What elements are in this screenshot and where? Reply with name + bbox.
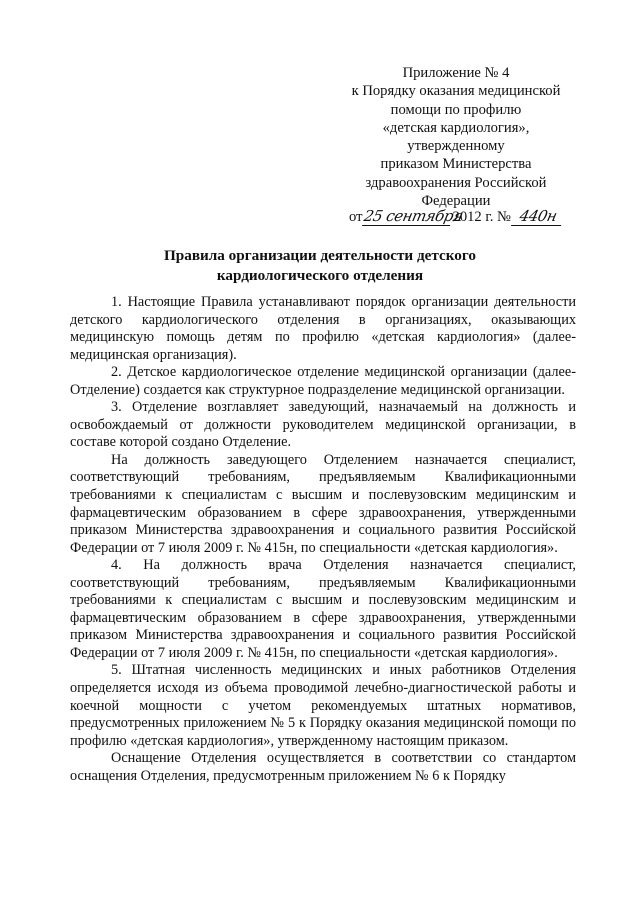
appendix-line: «детская кардиология», (382, 119, 530, 136)
appendix-line: здравоохранения Российской (365, 174, 547, 191)
document-title (70, 246, 570, 286)
title-line: кардиологического отделения (216, 267, 424, 284)
title-line: Правила организации деятельности детского (163, 247, 477, 264)
document-body (70, 294, 576, 785)
paragraph-1: 1. Настоящие Правила устанавливают порядок организации деятельности детского кардиологического отделения в организациях, оказывающих медицинскую помощь детям по профилю «детская кардиология» (далее-медицинская организация). (70, 294, 576, 363)
appendix-line: помощи по профилю (390, 101, 522, 118)
handwritten-order-number: 440н (511, 207, 565, 226)
order-prefix: от (349, 209, 363, 226)
appendix-header (318, 64, 594, 227)
paragraph-5: 5. Штатная численность медицинских и иных работников Отделения определяется исходя из объема проводимой лечебно-диагностической работы и коечной мощности с учетом рекомендуемых штатных нормативов, предусмотренных приложением № 5 к Порядку оказания медицинской помощи по профилю «детская кардиология», утвержденному настоящим приказом. (70, 662, 576, 749)
paragraph-head-requirements: На должность заведующего Отделением назначается специалист, соответствующий требованиям, предъявляемым Квалификационными требованиями к специалистам с высшим и послевузовским медицинским и фармацевтическим образованием в сфере здравоохранения, утвержденными приказом Министерства здравоохранения и социального развития Российской Федерации от 7 июля 2009 г. № 415н, по специальности «детская кардиология». (70, 451, 576, 556)
order-year: 2012 г. № (452, 209, 511, 226)
appendix-line: утвержденному (407, 138, 505, 155)
order-reference (318, 207, 594, 226)
appendix-line: приказом Министерства (380, 156, 532, 173)
paragraph-equipment: Оснащение Отделения осуществляется в соответствии со стандартом оснащения Отделения, предусмотренным приложением № 6 к Порядку (70, 750, 576, 784)
paragraph-3: 3. Отделение возглавляет заведующий, назначаемый на должность и освобождаемый от должности руководителем медицинской организации, в составе которой создано Отделение. (70, 399, 576, 451)
appendix-line: Федерации (421, 193, 491, 210)
paragraph-4: 4. На должность врача Отделения назначается специалист, соответствующий требованиям, предъявляемым Квалификационными требованиями к специалистам с высшим и послевузовским медицинским и фармацевтическим образованием в сфере здравоохранения, утвержденными приказом Министерства здравоохранения и социального развития Российской Федерации от 7 июля 2009 г. № 415н, по специальности «детская кардиология». (70, 557, 576, 661)
paragraph-2: 2. Детское кардиологическое отделение медицинской организации (далее-Отделение) создается как структурное подразделение медицинской организации. (70, 364, 576, 398)
appendix-line: к Порядку оказания медицинской (351, 83, 561, 100)
handwritten-date: 25 сентября (361, 207, 464, 226)
appendix-line: Приложение № 4 (402, 65, 510, 81)
